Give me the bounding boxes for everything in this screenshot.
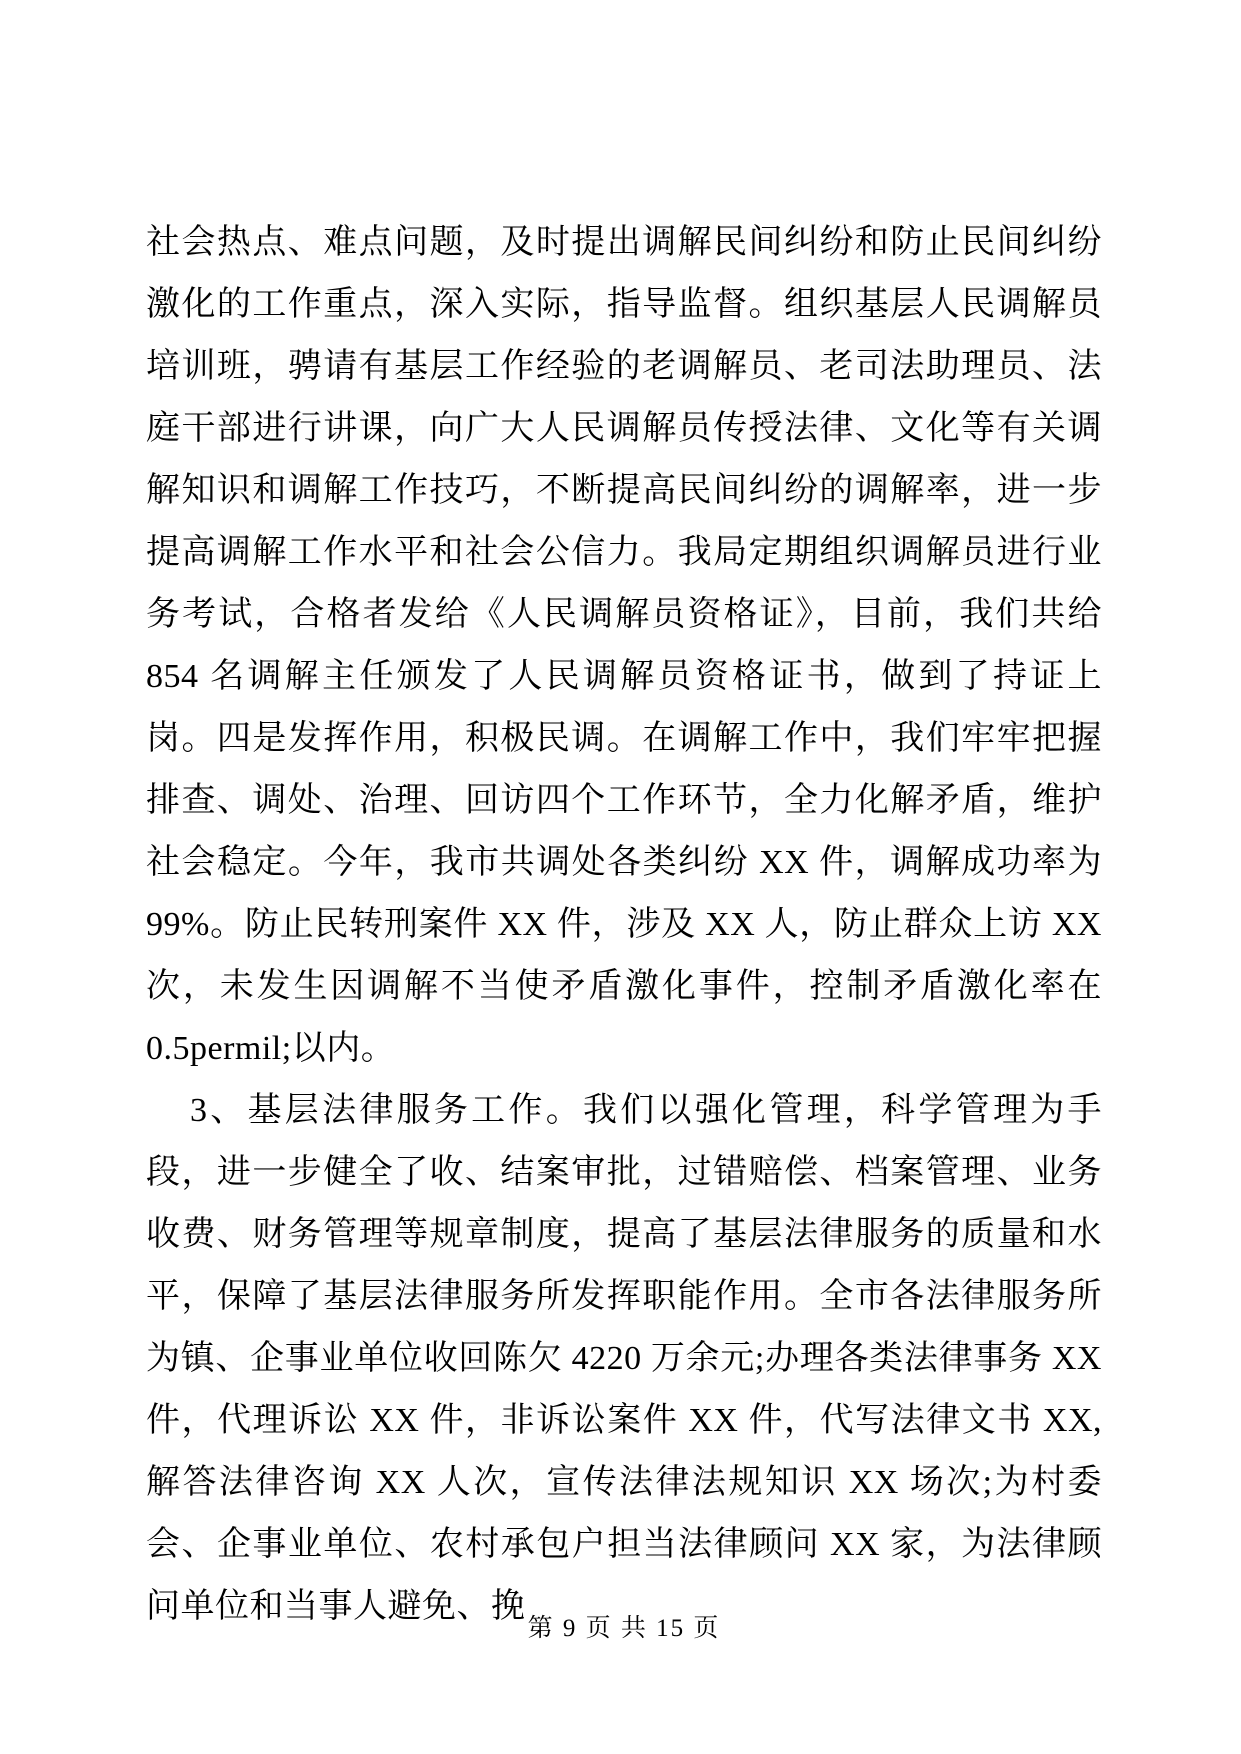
page-footer (146, 1608, 1102, 1644)
paragraph-item-3: 3、基层法律服务工作。我们以强化管理，科学管理为手段，进一步健全了收、结案审批，过错赔偿、档案管理、业务收费、财务管理等规章制度，提高了基层法律服务的质量和水平，保障了基层法律服务所发挥职能作用。全市各法律服务所为镇、企事业单位收回陈欠 4220 万余元;办理各类法律事务 XX 件，代理诉讼 XX 件，非诉讼案件 XX 件，代写法律文书 XX, 解答法律咨询 XX 人次，宣传法律法规知识 XX 场次;为村委会、企事业单位、农村承包户担当法律顾问 XX 家，为法律顾问单位和当事人避免、挽 (146, 1092, 1102, 1625)
paragraph-continuation: 社会热点、难点问题，及时提出调解民间纠纷和防止民间纠纷激化的工作重点，深入实际，指导监督。组织基层人民调解员培训班，骋请有基层工作经验的老调解员、老司法助理员、法庭干部进行讲课，向广大人民调解员传授法律、文化等有关调解知识和调解工作技巧，不断提高民间纠纷的调解率，进一步提高调解工作水平和社会公信力。我局定期组织调解员进行业务考试，合格者发给《人民调解员资格证》，目前，我们共给 854 名调解主任颁发了人民调解员资格证书，做到了持证上岗。四是发挥作用，积极民调。在调解工作中，我们牢牢把握排查、调处、治理、回访四个工作环节，全力化解矛盾，维护社会稳定。今年，我市共调处各类纠纷 XX 件，调解成功率为 99%。防止民转刑案件 XX 件，涉及 XX 人，防止群众上访 XX 次，未发生因调解不当使矛盾激化事件，控制矛盾激化率在 0.5permil;以内。 (146, 224, 1102, 1067)
document-body (146, 212, 1102, 1638)
page-number-text: 第 9 页 共 15 页 (527, 1615, 721, 1642)
